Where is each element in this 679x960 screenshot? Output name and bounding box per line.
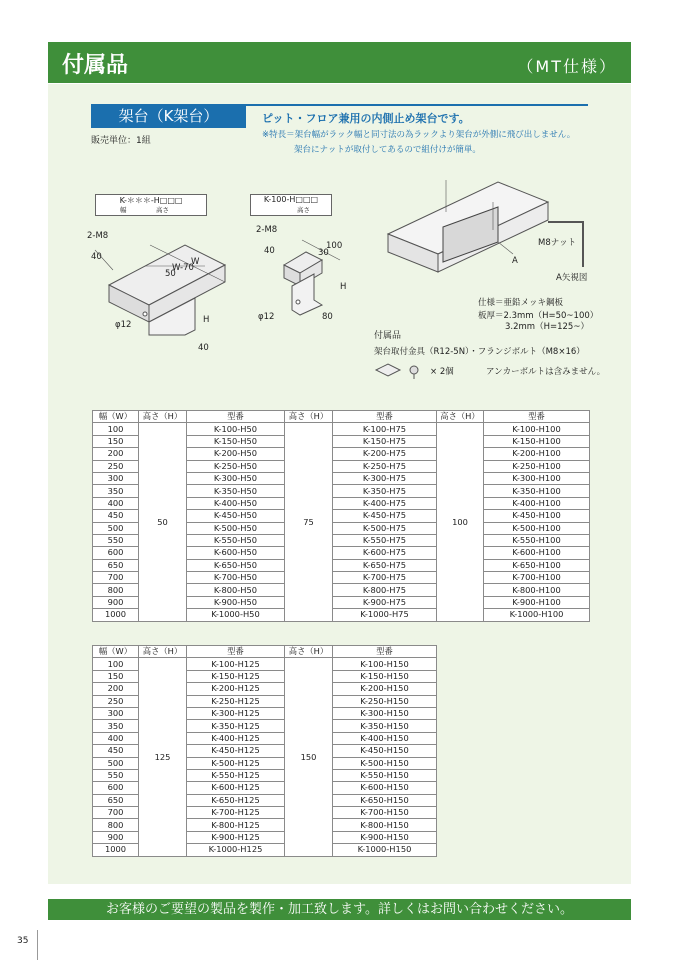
cell-model: K-450-H100	[484, 510, 590, 522]
cell-model: K-350-H150	[333, 720, 437, 732]
header-width: 幅（W）	[93, 646, 139, 658]
cell-width: 350	[93, 720, 139, 732]
part-label: K-100-H□□□	[263, 195, 319, 204]
page-rule	[37, 930, 38, 960]
cell-model: K-500-H150	[333, 757, 437, 769]
cell-width: 300	[93, 707, 139, 719]
cell-model: K-600-H150	[333, 782, 437, 794]
cell-model: K-900-H75	[333, 596, 437, 608]
model-table-2	[92, 645, 437, 857]
cell-model: K-150-H50	[187, 435, 285, 447]
width-sub: 幅	[120, 206, 127, 214]
cell-width: 900	[93, 831, 139, 843]
m8-label: 2-M8	[87, 231, 109, 241]
cell-model: K-350-H125	[187, 720, 285, 732]
table-row	[93, 423, 590, 435]
cell-model: K-550-H100	[484, 534, 590, 546]
cell-model: K-350-H50	[187, 485, 285, 497]
cell-model: K-1000-H75	[333, 609, 437, 621]
cell-model: K-250-H75	[333, 460, 437, 472]
cell-model: K-900-H100	[484, 596, 590, 608]
cell-width: 700	[93, 572, 139, 584]
cell-model: K-700-H50	[187, 572, 285, 584]
cell-width: 1000	[93, 844, 139, 856]
cell-model: K-550-H125	[187, 769, 285, 781]
view-a-caption: A矢視図	[556, 273, 588, 283]
header-model: 型番	[484, 411, 590, 423]
dim-100: 100	[326, 241, 343, 251]
table-header-row	[93, 411, 590, 423]
cell-model: K-500-H100	[484, 522, 590, 534]
cell-model: K-250-H100	[484, 460, 590, 472]
cell-width: 300	[93, 472, 139, 484]
cell-width: 250	[93, 695, 139, 707]
height-sub: 高さ	[156, 206, 169, 214]
cell-model: K-100-H75	[333, 423, 437, 435]
sales-unit: 販売単位：1組	[91, 136, 151, 146]
cell-width: 1000	[93, 609, 139, 621]
cell-model: K-600-H75	[333, 547, 437, 559]
part-label: K-＊＊＊-H□□□	[119, 196, 183, 205]
cell-model: K-250-H50	[187, 460, 285, 472]
cell-model: K-700-H150	[333, 807, 437, 819]
cell-model: K-700-H75	[333, 572, 437, 584]
model-table-1	[92, 410, 590, 622]
cell-model: K-650-H50	[187, 559, 285, 571]
dim-phi12: φ12	[258, 312, 275, 322]
cell-height: 100	[437, 423, 484, 621]
feature-note: ※特長＝架台幅がラック幅と同寸法の為ラックより架台が外側に飛び出しません。	[262, 130, 576, 140]
dim-30: 30	[318, 248, 329, 258]
k-stand-drawing	[85, 190, 235, 360]
cell-height: 75	[285, 423, 333, 621]
product-tag: 架台（K架台）	[91, 104, 246, 128]
header-model: 型番	[187, 411, 285, 423]
m8-label: 2-M8	[256, 225, 278, 235]
cell-model: K-800-H150	[333, 819, 437, 831]
dim-50: 50	[165, 269, 176, 279]
cell-model: K-450-H150	[333, 745, 437, 757]
cell-width: 400	[93, 732, 139, 744]
cell-model: K-300-H75	[333, 472, 437, 484]
header-height: 高さ（H）	[139, 411, 187, 423]
dim-40-top: 40	[91, 252, 102, 262]
cell-model: K-800-H100	[484, 584, 590, 596]
cell-model: K-550-H75	[333, 534, 437, 546]
cell-width: 200	[93, 683, 139, 695]
diagram-k-stand	[85, 190, 235, 360]
cell-model: K-650-H75	[333, 559, 437, 571]
cell-width: 550	[93, 534, 139, 546]
cell-model: K-450-H75	[333, 510, 437, 522]
dim-w: W	[191, 257, 200, 267]
thickness-spec-1: 板厚＝2.3mm（H=50~100）	[478, 311, 599, 321]
cell-width: 150	[93, 670, 139, 682]
cell-model: K-100-H125	[187, 658, 285, 670]
cell-model: K-400-H75	[333, 497, 437, 509]
page-header	[48, 42, 631, 83]
cell-model: K-100-H100	[484, 423, 590, 435]
cell-model: K-300-H50	[187, 472, 285, 484]
cell-model: K-100-H50	[187, 423, 285, 435]
cell-model: K-300-H100	[484, 472, 590, 484]
accessories-title: 付属品	[374, 331, 402, 341]
cell-width: 250	[93, 460, 139, 472]
cell-width: 800	[93, 584, 139, 596]
cell-width: 600	[93, 547, 139, 559]
table-row	[93, 658, 437, 670]
cell-width: 550	[93, 769, 139, 781]
cell-model: K-600-H50	[187, 547, 285, 559]
cell-model: K-1000-H100	[484, 609, 590, 621]
cell-width: 500	[93, 522, 139, 534]
cell-model: K-400-H150	[333, 732, 437, 744]
cell-model: K-350-H100	[484, 485, 590, 497]
cell-model: K-250-H150	[333, 695, 437, 707]
cell-width: 800	[93, 819, 139, 831]
cell-model: K-1000-H50	[187, 609, 285, 621]
cell-model: K-650-H150	[333, 794, 437, 806]
cell-model: K-650-H125	[187, 794, 285, 806]
diagram-k100-stand	[250, 190, 360, 360]
cell-height: 125	[139, 658, 187, 856]
cell-model: K-300-H150	[333, 707, 437, 719]
cell-model: K-800-H75	[333, 584, 437, 596]
cell-model: K-450-H50	[187, 510, 285, 522]
header-height: 高さ（H）	[139, 646, 187, 658]
header-model: 型番	[333, 411, 437, 423]
material-spec: 仕様＝亜鉛メッキ鋼板	[478, 298, 564, 308]
cell-model: K-700-H125	[187, 807, 285, 819]
bracket-icon	[374, 362, 424, 380]
cell-model: K-500-H75	[333, 522, 437, 534]
page-number: 35	[17, 936, 29, 946]
header-height: 高さ（H）	[285, 411, 333, 423]
header-height: 高さ（H）	[437, 411, 484, 423]
cell-model: K-650-H100	[484, 559, 590, 571]
dim-80: 80	[322, 312, 333, 322]
cell-width: 150	[93, 435, 139, 447]
cell-model: K-700-H100	[484, 572, 590, 584]
header-width: 幅（W）	[93, 411, 139, 423]
cell-model: K-800-H125	[187, 819, 285, 831]
dim-40: 40	[264, 246, 275, 256]
cell-model: K-100-H150	[333, 658, 437, 670]
m8-nut-label: M8ナット	[538, 238, 577, 248]
cell-model: K-1000-H125	[187, 844, 285, 856]
cell-model: K-400-H50	[187, 497, 285, 509]
table-header-row	[93, 646, 437, 658]
cell-width: 650	[93, 559, 139, 571]
cell-model: K-500-H50	[187, 522, 285, 534]
accessories-qty: × 2個	[430, 367, 454, 377]
cell-width: 350	[93, 485, 139, 497]
cell-model: K-150-H75	[333, 435, 437, 447]
dim-w-70: W-70	[172, 263, 194, 273]
dim-40-bottom: 40	[198, 343, 209, 353]
cell-model: K-900-H150	[333, 831, 437, 843]
k100-stand-drawing	[250, 190, 360, 360]
dim-h: H	[203, 315, 210, 325]
cell-height: 150	[285, 658, 333, 856]
footer-banner: お客様のご要望の製品を製作・加工致します。詳しくはお問い合わせください。	[48, 899, 631, 920]
cell-model: K-400-H125	[187, 732, 285, 744]
cell-width: 400	[93, 497, 139, 509]
cell-model: K-200-H75	[333, 448, 437, 460]
height-sub: 高さ	[297, 206, 310, 214]
cell-model: K-550-H150	[333, 769, 437, 781]
cell-width: 700	[93, 807, 139, 819]
cell-width: 650	[93, 794, 139, 806]
cell-width: 450	[93, 510, 139, 522]
cell-model: K-200-H100	[484, 448, 590, 460]
cell-width: 100	[93, 423, 139, 435]
cell-model: K-300-H125	[187, 707, 285, 719]
header-height: 高さ（H）	[285, 646, 333, 658]
cell-model: K-550-H50	[187, 534, 285, 546]
dim-h: H	[340, 282, 347, 292]
header-model: 型番	[187, 646, 285, 658]
cell-width: 500	[93, 757, 139, 769]
cell-model: K-400-H100	[484, 497, 590, 509]
cell-model: K-150-H150	[333, 670, 437, 682]
cell-model: K-900-H125	[187, 831, 285, 843]
cell-width: 200	[93, 448, 139, 460]
cell-model: K-800-H50	[187, 584, 285, 596]
tag-rule	[246, 104, 588, 106]
cell-model: K-150-H125	[187, 670, 285, 682]
cell-model: K-450-H125	[187, 745, 285, 757]
cell-model: K-1000-H150	[333, 844, 437, 856]
cell-width: 600	[93, 782, 139, 794]
spec-label: （MT仕様）	[517, 57, 617, 76]
header-model: 型番	[333, 646, 437, 658]
feature-note-2: 架台にナットが取付してあるので組付けが簡単。	[294, 145, 481, 155]
cell-model: K-350-H75	[333, 485, 437, 497]
cell-model: K-600-H125	[187, 782, 285, 794]
cell-model: K-200-H125	[187, 683, 285, 695]
cell-model: K-600-H100	[484, 547, 590, 559]
anchor-note: アンカーボルトは含みません。	[486, 367, 606, 377]
cell-model: K-900-H50	[187, 596, 285, 608]
accessories-desc: 架台取付金具（R12-5N）・フランジボルト（M8×16）	[374, 347, 585, 357]
cell-width: 450	[93, 745, 139, 757]
view-a-label: A	[512, 256, 518, 266]
cell-model: K-500-H125	[187, 757, 285, 769]
cell-width: 900	[93, 596, 139, 608]
cell-model: K-200-H150	[333, 683, 437, 695]
cell-model: K-250-H125	[187, 695, 285, 707]
cell-model: K-150-H100	[484, 435, 590, 447]
thickness-spec-2: 3.2mm（H=125~）	[505, 322, 589, 332]
product-headline: ピット・フロア兼用の内側止め架台です。	[262, 112, 470, 125]
cell-width: 100	[93, 658, 139, 670]
page-title: 付属品	[62, 53, 129, 78]
dim-phi12: φ12	[115, 320, 132, 330]
diagram-installation	[378, 172, 598, 290]
cell-height: 50	[139, 423, 187, 621]
cell-model: K-200-H50	[187, 448, 285, 460]
